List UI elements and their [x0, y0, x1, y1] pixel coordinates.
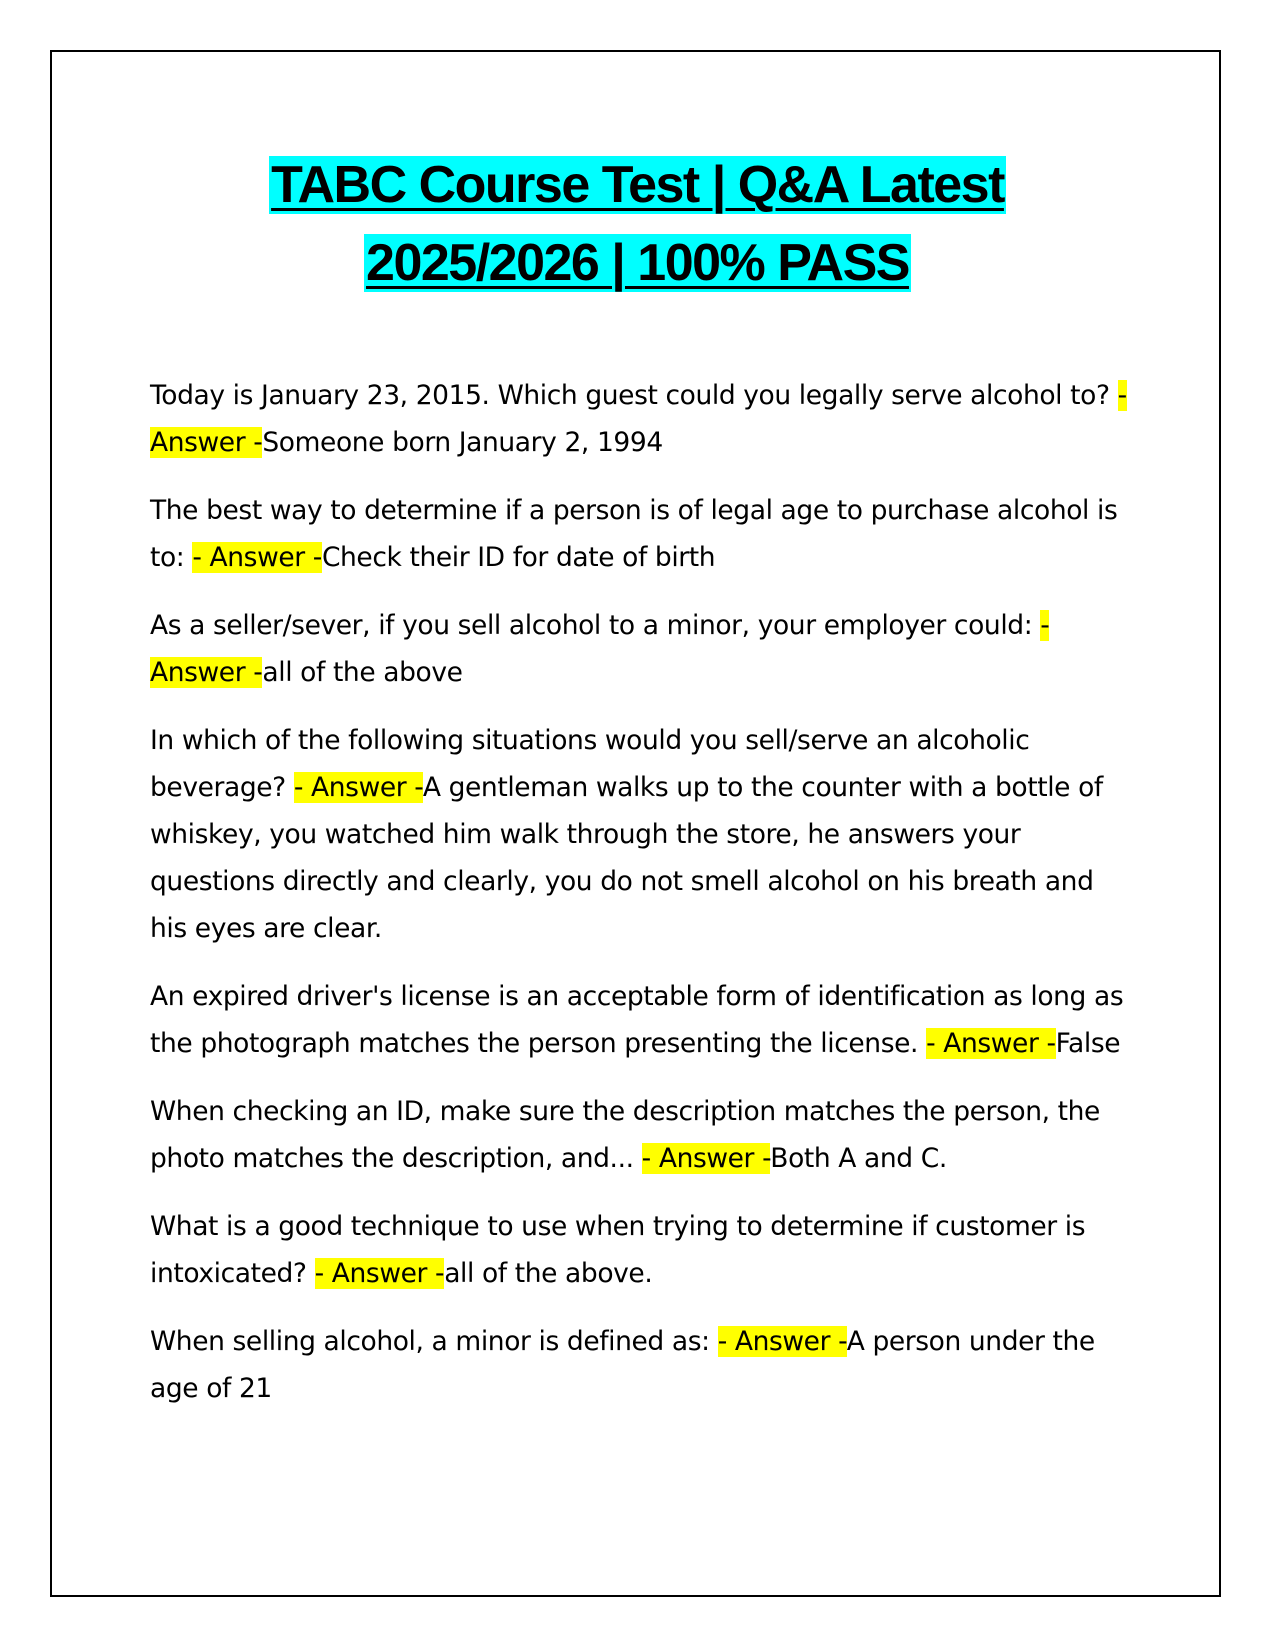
title-line-1: TABC Course Test | Q&A Latest — [271, 156, 1004, 214]
qa-item-2 — [150, 487, 1135, 581]
qa-item-1 — [150, 372, 1135, 466]
qa-item-4 — [150, 717, 1135, 952]
question-text: An expired driver's license is an acceptable form of identification as long as the photograph matches the person presenting the license. — [150, 981, 1124, 1059]
answer-marker: - Answer - — [717, 1326, 847, 1357]
title-line-2: 2025/2026 | 100% PASS — [366, 234, 909, 292]
qa-item-6 — [150, 1088, 1135, 1182]
question-text: In which of the following situations would you sell/serve an alcoholic beverage? — [150, 725, 1030, 803]
answer-marker: - Answer - — [293, 772, 423, 803]
answer-text: all of the above. — [444, 1258, 653, 1289]
answer-marker: - Answer - — [150, 610, 1050, 688]
qa-item-5 — [150, 973, 1135, 1067]
question-text: Today is January 23, 2015. Which guest could you legally serve alcohol to? — [150, 380, 1118, 411]
qa-item-8 — [150, 1318, 1135, 1412]
answer-marker: - Answer - — [192, 542, 322, 573]
answer-marker: - Answer - — [641, 1143, 771, 1174]
qa-item-7 — [150, 1203, 1135, 1297]
qa-list — [150, 372, 1135, 1433]
question-text: When checking an ID, make sure the description matches the person, the photo matches the description, and... — [150, 1096, 1100, 1174]
question-text: When selling alcohol, a minor is defined as: — [150, 1326, 718, 1357]
answer-marker: - Answer - — [314, 1258, 445, 1289]
answer-marker: - Answer - — [150, 380, 1127, 458]
answer-text: Both A and C. — [770, 1143, 947, 1174]
question-text: As a seller/sever, if you sell alcohol to a minor, your employer could: — [150, 610, 1041, 641]
answer-text: all of the above — [262, 657, 463, 688]
answer-text: A gentleman walks up to the counter with a bottle of whiskey, you watched him walk through the store, he answers your questions directly and clearly, you do not smell alcohol on his breath and his eyes are clear. — [150, 772, 1103, 944]
answer-marker: - Answer - — [926, 1028, 1056, 1059]
qa-item-3 — [150, 602, 1135, 696]
document-title — [140, 146, 1135, 302]
answer-text: False — [1055, 1028, 1121, 1059]
question-text: The best way to determine if a person is of legal age to purchase alcohol is to: — [150, 495, 1118, 573]
question-text: What is a good technique to use when trying to determine if customer is intoxicated? — [150, 1211, 1086, 1289]
answer-text: Someone born January 2, 1994 — [262, 427, 663, 458]
answer-text: Check their ID for date of birth — [321, 542, 716, 573]
answer-text: A person under the age of 21 — [150, 1326, 1095, 1404]
